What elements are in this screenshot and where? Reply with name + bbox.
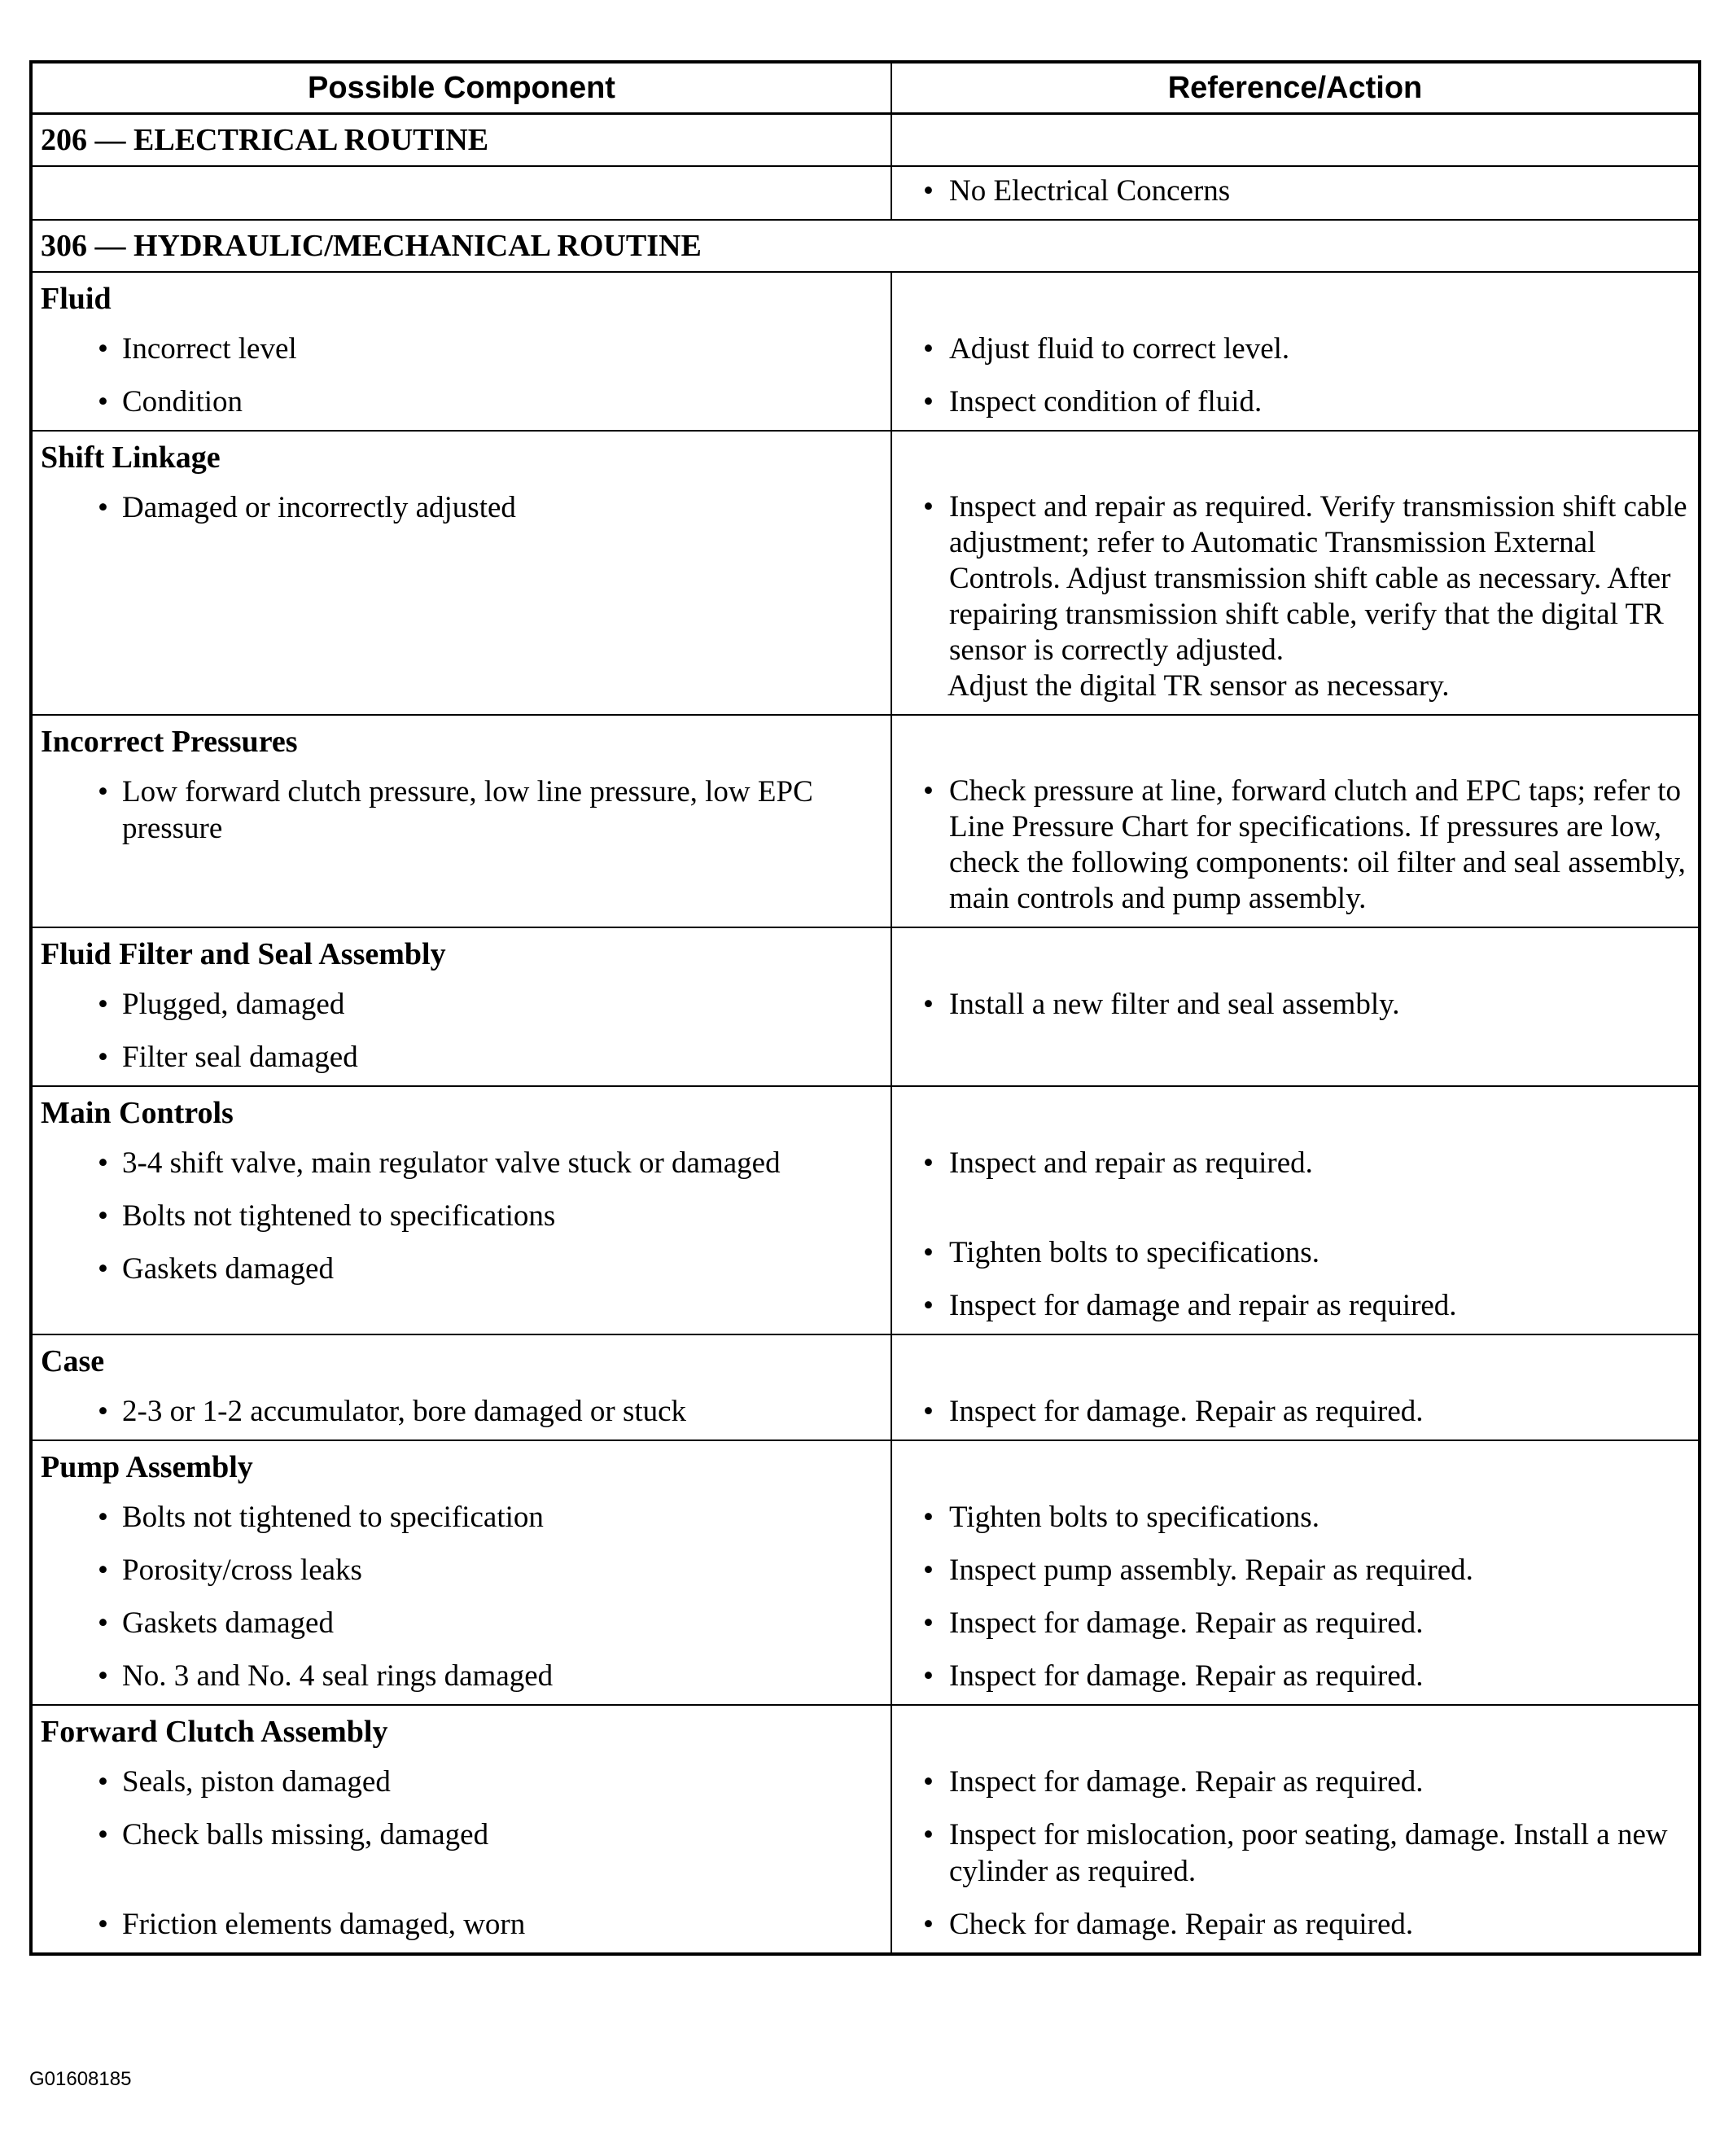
action-text-continued: Adjust the digital TR sensor as necessary. [947,669,1450,703]
action-cell [891,1086,1700,1334]
empty-cell [31,166,891,220]
figure-id: G01608185 [29,2068,132,2090]
action-cell [891,1705,1700,1954]
action-cell [891,1334,1700,1440]
action-item: • Inspect for damage. Repair as required. [900,1605,1690,1641]
action-item: • Inspect condition of fluid. [900,383,1690,420]
component-item: • Bolts not tightened to specification [41,1499,882,1536]
action-item: • Inspect for damage and repair as required. [900,1287,1690,1324]
group-row-main-controls [31,1086,1700,1334]
component-cell [31,715,891,927]
component-cell [31,1440,891,1705]
table-header-row [31,62,1700,114]
component-item: • Seals, piston damaged [41,1764,882,1800]
action-item: • Check pressure at line, forward clutch and EPC taps; refer to Line Pressure Chart for specifications. If pressures are low, check the following components: oil filter and seal assembly, main controls and pump assembly. [900,773,1690,917]
action-item: • Inspect and repair as required. [900,1145,1690,1181]
group-title: Pump Assembly [41,1450,253,1484]
group-row-forward-clutch [31,1705,1700,1954]
diagnostic-table-container [29,60,1698,1956]
component-item: • Plugged, damaged [41,986,882,1023]
action-item [900,489,1690,704]
group-row-pump-assembly [31,1440,1700,1705]
component-cell [31,272,891,431]
component-item: • Check balls missing, damaged [41,1816,882,1853]
group-row-incorrect-pressures [31,715,1700,927]
action-item: • Inspect for damage. Repair as required. [900,1658,1690,1694]
component-item: • Friction elements damaged, worn [41,1906,882,1943]
group-row-shift-linkage [31,431,1700,715]
component-cell [31,927,891,1086]
action-cell [891,166,1700,220]
empty-cell [891,114,1700,167]
component-cell [31,431,891,715]
diagnostic-table [29,60,1701,1956]
action-item: • Tighten bolts to specifications. [900,1234,1690,1271]
group-title: Fluid Filter and Seal Assembly [41,937,446,971]
action-text: Inspect and repair as required. Verify transmission shift cable adjustment; refer to Automatic Transmission External Controls. Adjust transmission shift cable as necessary. After repairing transmission shift cable, verify that the digital TR sensor is correctly adjusted. [949,490,1687,667]
component-item: • Low forward clutch pressure, low line pressure, low EPC pressure [41,773,882,847]
group-row-case [31,1334,1700,1440]
group-title: Forward Clutch Assembly [41,1715,388,1749]
action-item: • Inspect for damage. Repair as required. [900,1764,1690,1800]
action-item: • No Electrical Concerns [900,173,1690,209]
group-title: Main Controls [41,1096,234,1130]
group-row-fluid-filter [31,927,1700,1086]
action-cell [891,431,1700,715]
table-row [31,166,1700,220]
action-item: • Install a new filter and seal assembly. [900,986,1690,1023]
header-reference-action: Reference/Action [891,62,1700,114]
component-cell [31,1334,891,1440]
component-item: • Incorrect level [41,331,882,367]
action-cell [891,715,1700,927]
action-item: • Tighten bolts to specifications. [900,1499,1690,1536]
section-title-hydraulic: 306 — HYDRAULIC/MECHANICAL ROUTINE [31,220,1700,272]
action-item: • Inspect for mislocation, poor seating, damage. Install a new cylinder as required. [900,1816,1690,1890]
component-item: • 3-4 shift valve, main regulator valve stuck or damaged [41,1145,882,1181]
action-item: • Adjust fluid to correct level. [900,331,1690,367]
component-item: • Gaskets damaged [41,1605,882,1641]
component-item: • Porosity/cross leaks [41,1552,882,1589]
component-item: • Bolts not tightened to specifications [41,1198,882,1234]
action-item: • Inspect pump assembly. Repair as required. [900,1552,1690,1589]
action-item: • Check for damage. Repair as required. [900,1906,1690,1943]
group-title: Fluid [41,282,112,316]
component-item: • Gaskets damaged [41,1251,882,1287]
section-title-electrical: 206 — ELECTRICAL ROUTINE [31,114,891,167]
action-cell [891,272,1700,431]
action-cell [891,1440,1700,1705]
group-title: Case [41,1344,105,1378]
component-cell [31,1705,891,1954]
header-possible-component: Possible Component [31,62,891,114]
section-row-hydraulic [31,220,1700,272]
group-title: Shift Linkage [41,440,221,475]
action-cell [891,927,1700,1086]
component-item: • Damaged or incorrectly adjusted [41,489,882,526]
component-cell [31,1086,891,1334]
group-title: Incorrect Pressures [41,725,298,759]
component-item: • Filter seal damaged [41,1039,882,1076]
group-row-fluid [31,272,1700,431]
component-item: • No. 3 and No. 4 seal rings damaged [41,1658,882,1694]
action-item: • Inspect for damage. Repair as required. [900,1393,1690,1430]
component-item: • Condition [41,383,882,420]
component-item: • 2-3 or 1-2 accumulator, bore damaged or stuck [41,1393,882,1430]
section-row-electrical [31,114,1700,167]
